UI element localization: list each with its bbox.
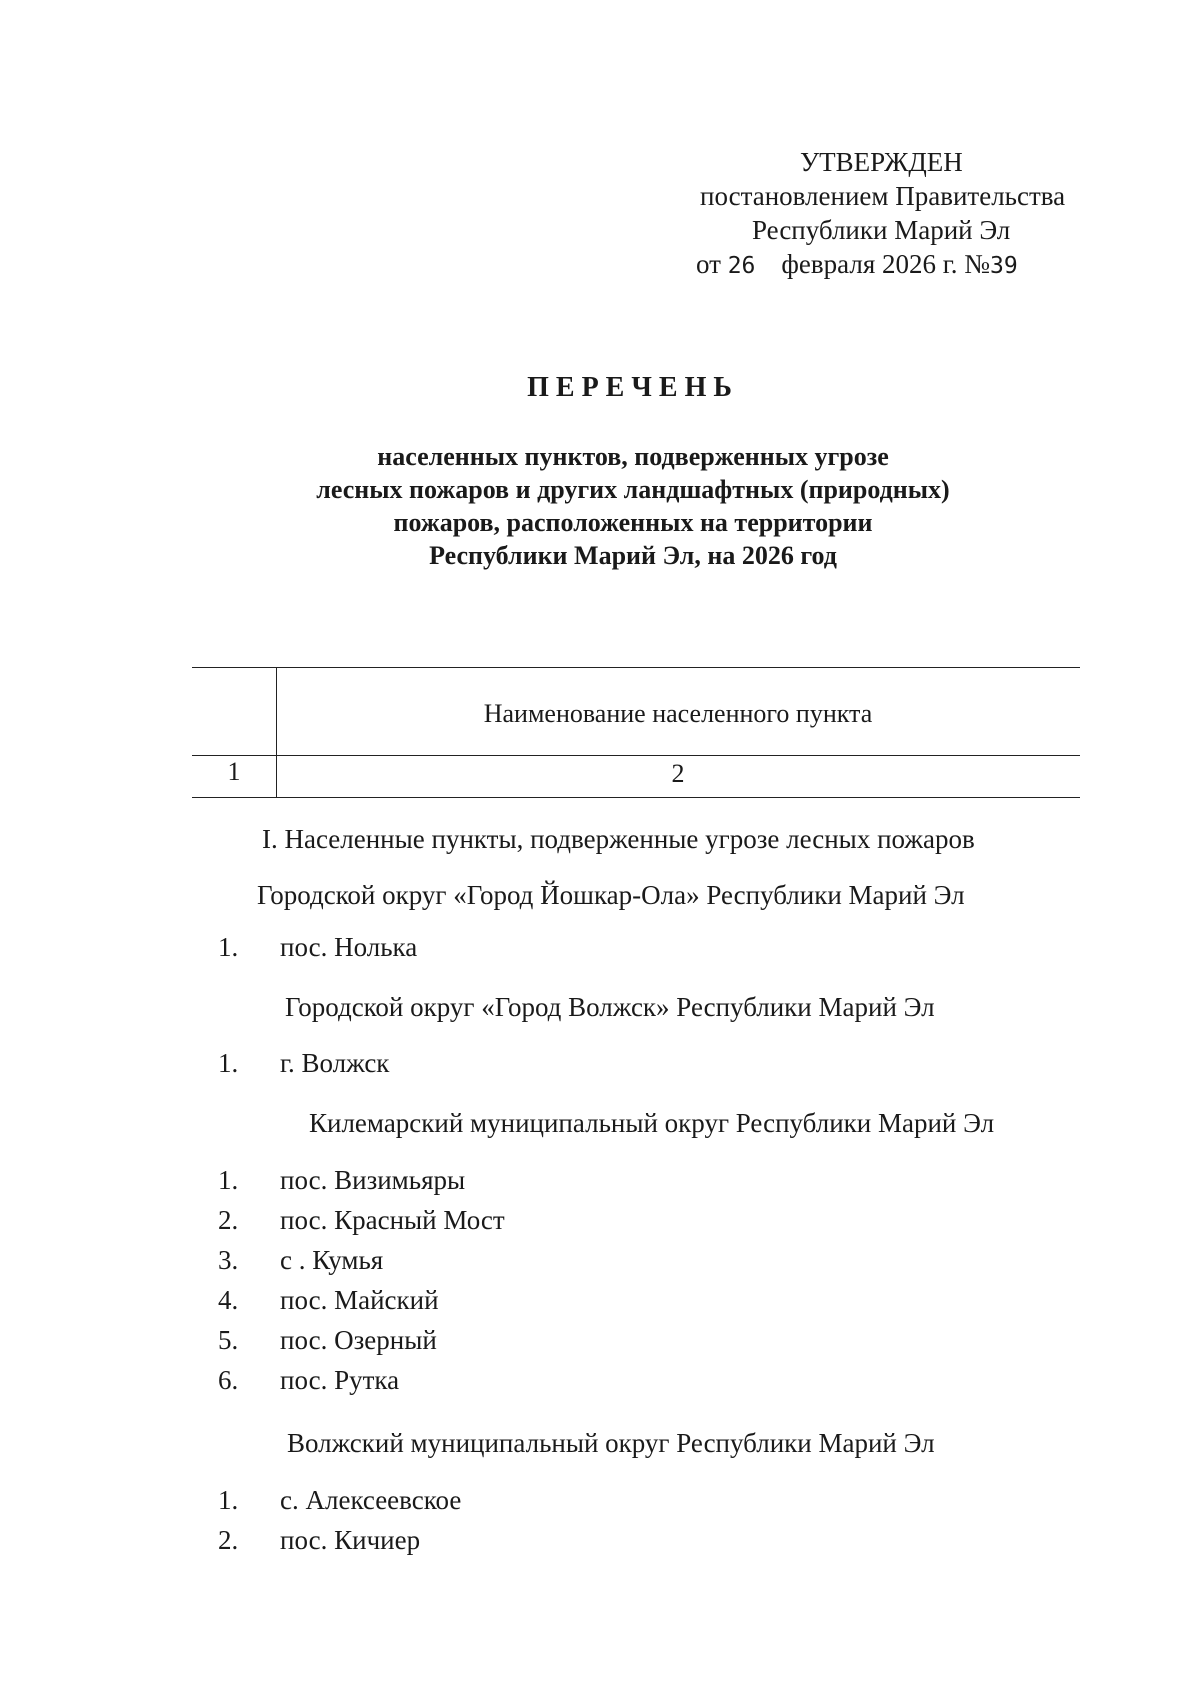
- item-name: пос. Озерный: [280, 1325, 437, 1355]
- document-title: ПЕРЕЧЕНЬ: [527, 372, 739, 403]
- table-header-rule: [192, 755, 1080, 756]
- item-name: пос. Майский: [280, 1285, 439, 1315]
- district-heading: Городской округ «Город Йошкар-Ола» Республики Марий Эл: [257, 880, 965, 910]
- item-name: с. Алексеевское: [280, 1485, 462, 1515]
- document-subtitle: [0, 440, 1200, 572]
- column-number-1: 1: [227, 757, 241, 786]
- item-number: 6.: [218, 1365, 239, 1395]
- district-heading: Городской округ «Город Волжск» Республики Марий Эл: [285, 992, 935, 1022]
- table-bottom-rule: [192, 797, 1080, 798]
- decree-number: 39: [990, 253, 1018, 279]
- subtitle-line: пожаров, расположенных на территории: [393, 508, 873, 537]
- item-name: г. Волжск: [280, 1048, 390, 1078]
- date-day: 26: [727, 253, 756, 279]
- column-header-name: Наименование населенного пункта: [483, 699, 873, 728]
- item-number: 1.: [218, 1165, 239, 1195]
- district-heading: Килемарский муниципальный округ Республики Марий Эл: [309, 1108, 995, 1138]
- item-name: пос. Нолька: [280, 932, 418, 962]
- column-number-2: 2: [671, 759, 685, 788]
- item-number: 1.: [218, 932, 239, 962]
- item-name: пос. Рутка: [280, 1365, 400, 1395]
- date-month-year: февраля 2026 г. №: [781, 249, 991, 279]
- item-name: с . Кумья: [280, 1245, 384, 1275]
- section-heading: I. Населенные пункты, подверженные угрозе лесных пожаров: [262, 824, 975, 854]
- approval-title: УТВЕРЖДЕН: [800, 147, 963, 177]
- subtitle-line: населенных пунктов, подверженных угрозе: [377, 442, 889, 471]
- subtitle-line: лесных пожаров и других ландшафтных (природных): [316, 475, 950, 504]
- item-name: пос. Визимьяры: [280, 1165, 466, 1195]
- approval-region: Республики Марий Эл: [752, 215, 1011, 245]
- item-number: 1.: [218, 1485, 239, 1515]
- item-name: пос. Красный Мост: [280, 1205, 505, 1235]
- approval-date-line: [696, 247, 1018, 283]
- item-number: 2.: [218, 1205, 239, 1235]
- item-number: 1.: [218, 1048, 239, 1078]
- item-number: 4.: [218, 1285, 239, 1315]
- subtitle-line: Республики Марий Эл, на 2026 год: [429, 541, 837, 570]
- date-prefix: от: [696, 249, 721, 279]
- item-number: 3.: [218, 1245, 239, 1275]
- item-name: пос. Кичиер: [280, 1525, 421, 1555]
- approval-issuer: постановлением Правительства: [700, 181, 1066, 211]
- item-number: 5.: [218, 1325, 239, 1355]
- table-header: [192, 667, 1080, 797]
- table-top-rule: [192, 667, 1080, 668]
- item-number: 2.: [218, 1525, 239, 1555]
- district-heading: Волжский муниципальный округ Республики Марий Эл: [287, 1428, 935, 1458]
